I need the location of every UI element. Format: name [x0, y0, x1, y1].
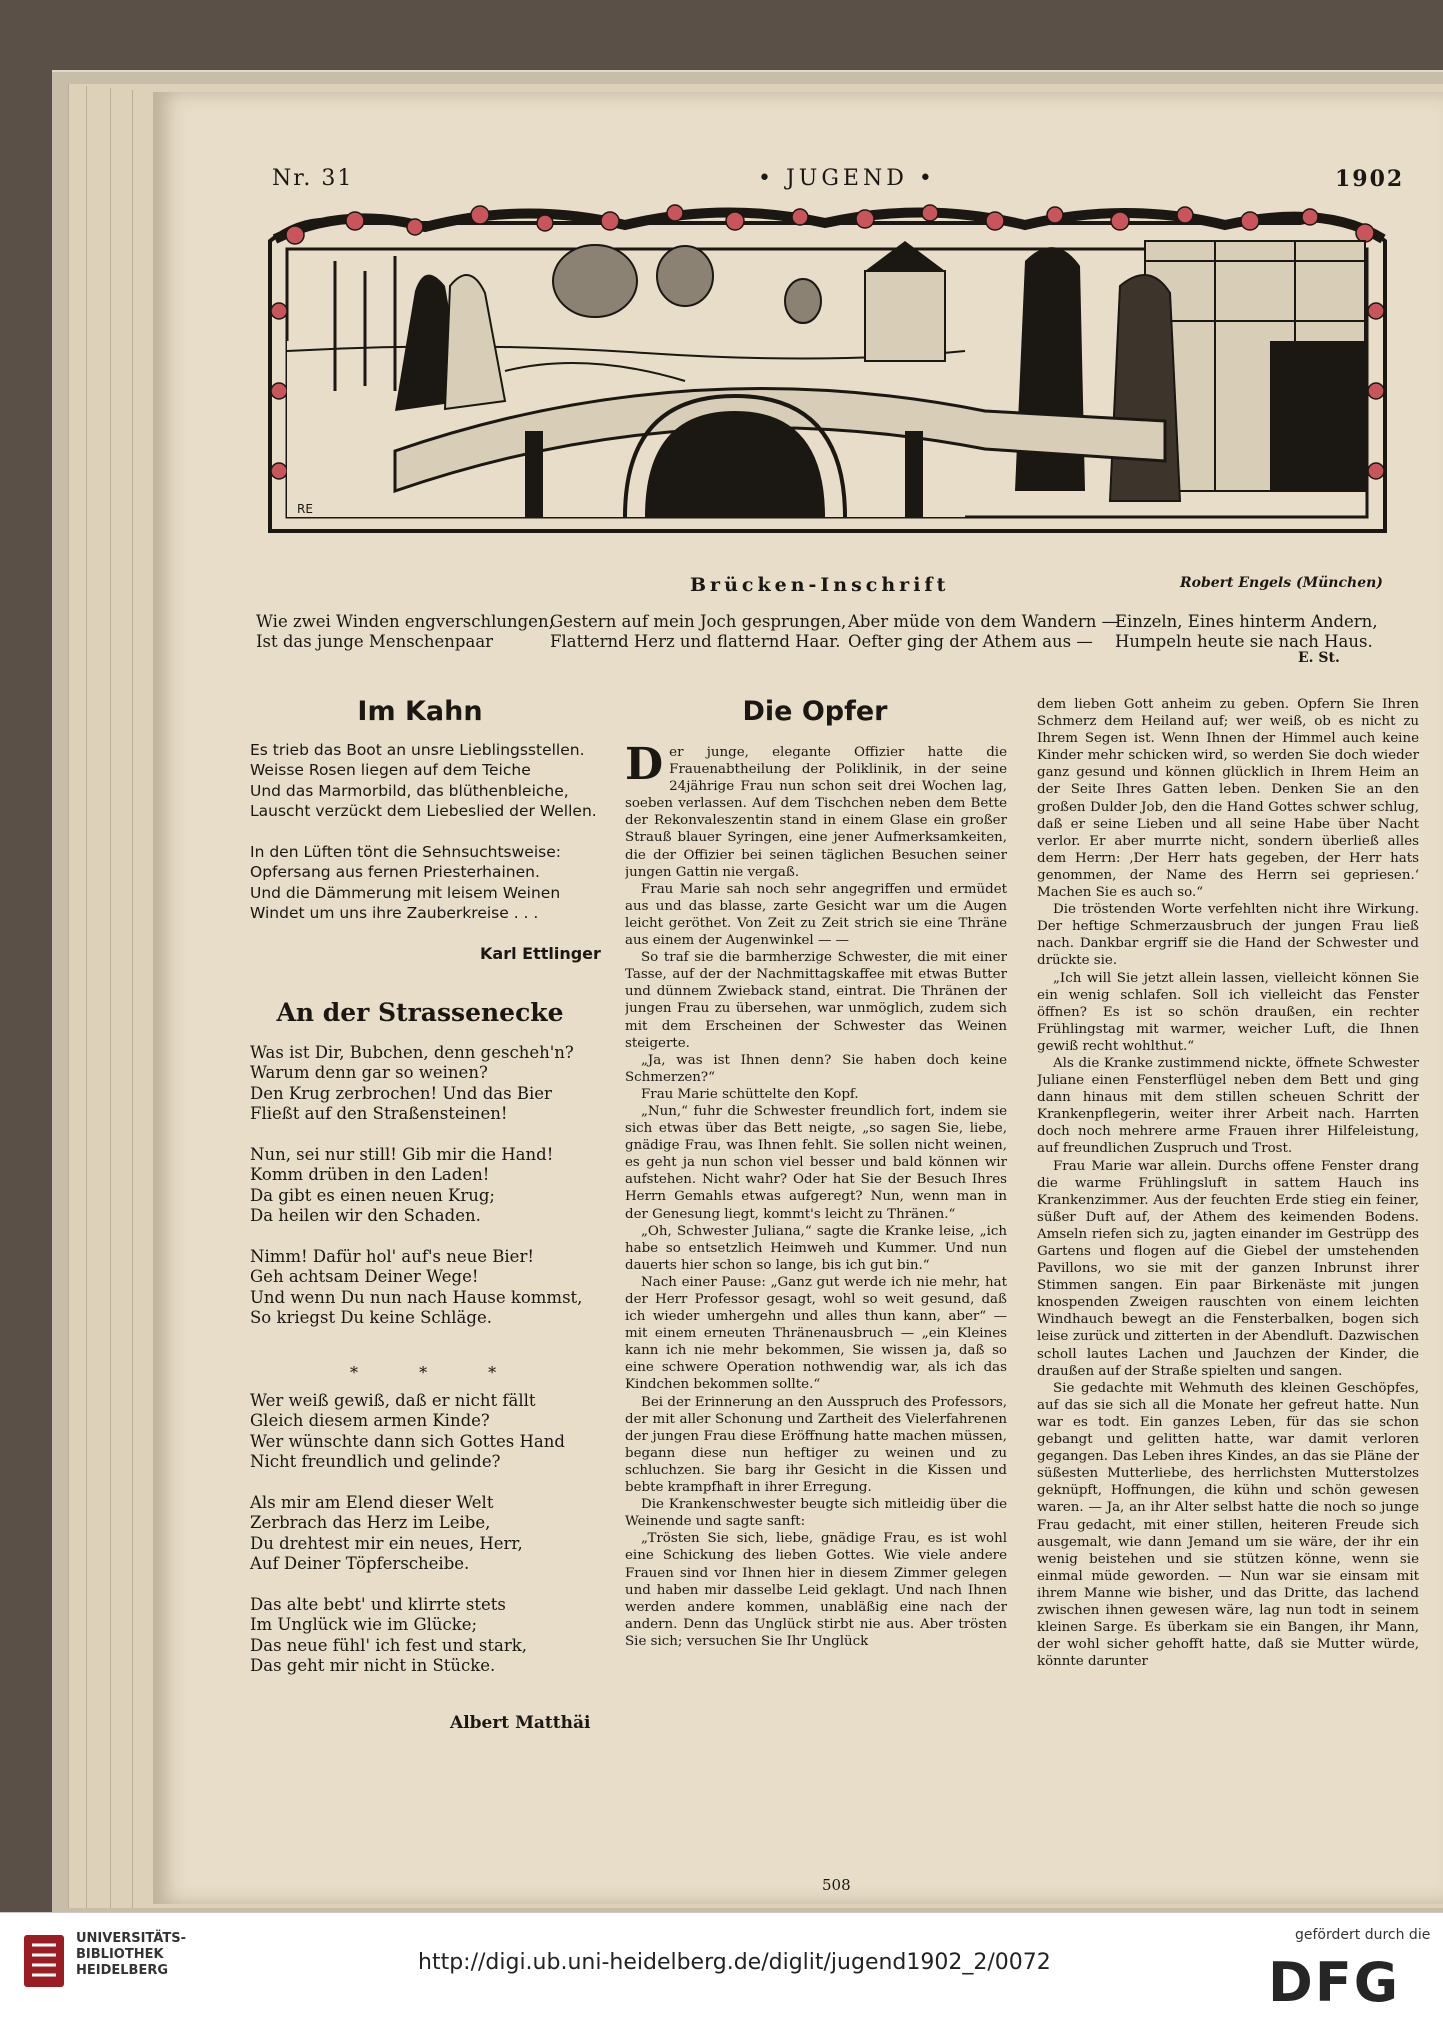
poem-line — [250, 1473, 590, 1493]
poem-line: Wer weiß gewiß, daß er nicht fällt — [250, 1391, 536, 1410]
story-paragraph: Die Krankenschwester beugte sich mitleidig über die Weinende und sagte sanft: — [625, 1497, 1007, 1530]
inscription-line: Humpeln heute sie nach Haus. — [1115, 632, 1373, 651]
story-paragraph: dem lieben Gott anheim zu geben. Opfern Sie Ihren Schmerz dem Heiland auf; wer weiß, ob es nicht zu Ihrem Segen ist. Wenn Ihnen der Himmel auch keine Kinder mehr schicken wird, so werden Sie doch wieder ganz gesund und können glücklich in Ihrem Heim an der Seite Ihres Gatten leben. Denken Sie an den großen Dulder Job, den die Hand Gottes schwer schlug, daß er seine Lieben und all seine Habe über Nacht verlor. Er aber murrte nicht, sondern überließ alles dem Herrn: ‚Der Herr hats gegeben, der Herr hats genommen, der Name des Herrn sei gepriesen.‘ Machen Sie es auch so.“ — [1037, 697, 1419, 901]
poem-line: Nun, sei nur still! Gib mir die Hand! — [250, 1144, 554, 1164]
poem-line: Geh achtsam Deiner Wege! — [250, 1267, 479, 1287]
story-paragraph: Als die Kranke zustimmend nickte, öffnete Schwester Juliane einen Fensterflügel neben dem Bett und ging dann hinaus mit dem stillen scheuen Schritt der Krankenpflegerin, weiter ihrer Arbeit nach. Harrten doch noch mehrere arme Frauen ihrer Hilfeleistung, auf freundlichen Zuspruch und Trost. — [1037, 1055, 1419, 1157]
poem-line: Nicht freundlich und gelinde? — [250, 1452, 501, 1472]
poem-line: Das geht mir nicht in Stücke. — [250, 1656, 496, 1676]
story-paragraph: Nach einer Pause: „Ganz gut werde ich nie mehr, hat der Herr Professor gesagt, wohl so weit gesund, daß ich wieder umhergehn und alles thun kann, aber“ — mit einem erneuten Thränenausbruch — „ein Kleines kann ich nie mehr bekommen, Sie wissen ja, daß so eine schwere Operation nothwendig war, als ich das Kindchen bekommen sollte.“ — [625, 1274, 1007, 1393]
poem-line: Da gibt es einen neuen Krug; — [250, 1185, 495, 1205]
poem-line: Wer wünschte dann sich Gottes Hand — [250, 1431, 565, 1451]
poem-line: So kriegst Du keine Schläge. — [250, 1308, 492, 1328]
poem-line: Auf Deiner Töpferscheibe. — [250, 1554, 470, 1574]
poem-line: Zerbrach das Herz im Leibe, — [250, 1513, 491, 1533]
poem-line: Und das Marmorbild, das blüthenbleiche, — [250, 781, 569, 800]
poem-line: Als mir am Elend dieser Welt — [250, 1492, 494, 1512]
story-paragraph: Bei der Erinnerung an den Ausspruch des Professors, der mit aller Schonung und Zartheit des Vielerfahrenen der jungen Frau diese Eröffnung hatte machen müssen, begann diese nun heftiger zu weinen und zu schluchzen. Sie barg ihr Gesicht in die Kissen und bebte krampfhaft in ihrer Erregung. — [625, 1394, 1007, 1496]
poem-line — [250, 1575, 590, 1595]
poem-line: Das alte bebt' und klirrte stets — [250, 1594, 506, 1614]
story-title: Die Opfer — [742, 696, 888, 727]
poem-line: Lauscht verzückt dem Liebeslied der Wellen. — [250, 802, 597, 821]
poem-line — [250, 1125, 590, 1145]
poem-line — [250, 822, 590, 842]
inscription-line: Gestern auf mein Joch gesprungen, — [550, 612, 847, 631]
inscription-line: Ist das junge Menschenpaar — [256, 632, 494, 651]
story-paragraph: „Trösten Sie sich, liebe, gnädige Frau, es ist wohl eine Schickung des lieben Gottes. Wie viele andere Frauen sind vor Ihnen hier in diesem Zimmer gelegen und haben mir dasselbe Leid geklagt. Und nach Ihnen werden andere kommen, unabläßig eine nach der andern. Denn das Unglück stirbt nie aus. Aber trösten Sie sich; versuchen Sie Ihr Unglück — [625, 1531, 1007, 1649]
story-paragraph: Frau Marie sah noch sehr angegriffen und ermüdet aus und das blasse, zarte Gesicht war um die Augen leicht geröthet. Von Zeit zu Zeit strich sie eine Thräne aus einem der Augenwinkel — — — [625, 881, 1007, 949]
issue-number: Nr. 31 — [272, 166, 354, 191]
inscription-line: Oefter ging der Athem aus — — [848, 632, 1093, 651]
poem-line: Den Krug zerbrochen! Und das Bier — [250, 1083, 552, 1103]
library-name: UNIVERSITÄTS- BIBLIOTHEK HEIDELBERG — [76, 1931, 186, 1978]
story-paragraph: Der junge, elegante Offizier hatte die Frauenabtheilung der Poliklinik, in der seine 24jährige Frau nun schon seit drei Wochen lag, soeben verlassen. Auf dem Tischchen neben dem Bette der Rekonvaleszentin stand in einem Glase ein großer Strauß blauer Syringen, eine jener Aufmerksamkeiten, die der Offizier bei seinen täglichen Besuchen seiner jungen Gattin nie vergaß. — [625, 744, 1007, 880]
poem-title-strassenecke: An der Strassenecke — [276, 998, 564, 1027]
inscription-line: Flatternd Herz und flatternd Haar. — [550, 632, 841, 651]
poem-title-im-kahn: Im Kahn — [357, 696, 483, 727]
story-paragraph: „Ich will Sie jetzt allein lassen, vielleicht können Sie ein wenig schlafen. Soll ich vielleicht das Fenster öffnen? Es ist so schön draußen, ein rechter Frühlingstag mit warmer, weicher Luft, die Ihnen gewiß recht wohlthut.“ — [1037, 970, 1419, 1054]
poem-line: Gleich diesem armen Kinde? — [250, 1411, 490, 1431]
poem-line: Komm drüben in den Laden! — [250, 1165, 490, 1185]
page-number: 508 — [822, 1876, 851, 1894]
story-paragraph: „Ja, was ist Ihnen denn? Sie haben doch keine Schmerzen?“ — [625, 1052, 1007, 1085]
source-url[interactable]: http://digi.ub.uni-heidelberg.de/diglit/jugend1902_2/0072 — [418, 1950, 1051, 1975]
poem-strassenecke-part2 — [250, 1391, 590, 1676]
story-paragraph: So traf sie die barmherzige Schwester, die mit einer Tasse, auf der der Nachmittagskaffee mit etwas Butter und dünnem Zwieback stand, eintrat. Die Thränen der jungen Frau zu übersehen, war unmöglich, zudem sich mit dem Erscheinen der Schwester das Weinen steigerte. — [625, 950, 1007, 1051]
svg-text:RE: RE — [297, 502, 313, 516]
story-column-2 — [1037, 696, 1419, 1872]
poem-line: Was ist Dir, Bubchen, denn gescheh'n? — [250, 1043, 574, 1062]
issue-year: 1902 — [1335, 166, 1405, 192]
story-paragraph: Sie gedachte mit Wehmuth des kleinen Geschöpfes, auf das sie sich all die Monate her gefreut hatte. Nun war es todt. Ein ganzes Leben, für das sie schon gebangt und gelitten hatte, war damit verloren gegangen. Das Leben ihres Kindes, an das sie Pläne der süßesten Mutterliebe, des herrlichsten Mutterstolzes geknüpft, Hoffnungen, die kühn und schön gewesen waren. — Ja, an ihr Alter selbst hatte die noch so junge Frau gedacht, mit einer stillen, heiteren Freude sich ausgemalt, wie dann Jemand um sie wäre, der ihr ein wenig beistehen und sie stützen könne, wenn sie einmal müde geworden. — Nun war sie einsam mit ihrem Manne wie bisher, und das Dritte, das lachend zwischen ihnen gewesen wäre, lag nun todt in seinem kleinen Sarge. Es überkam sie ein Bangen, ihr Mann, der wohl sicher gehofft hatte, daß sie Mutter würde, könnte darunter — [1037, 1380, 1419, 1670]
poem-line: Und die Dämmerung mit leisem Weinen — [250, 883, 561, 902]
poem-line: Opfersang aus fernen Priesterhainen. — [250, 863, 540, 882]
poem-line: Das neue fühl' ich fest und stark, — [250, 1635, 527, 1655]
illustration-title: Brücken-Inschrift — [690, 574, 950, 596]
poem-line: Nimm! Dafür hol' auf's neue Bier! — [250, 1246, 534, 1266]
inscription-line: Einzeln, Eines hinterm Andern, — [1115, 612, 1378, 631]
inscription-line: Wie zwei Winden engverschlungen, — [256, 612, 554, 631]
drop-cap: D — [625, 744, 664, 790]
poem-line: In den Lüften tönt die Sehnsuchtsweise: — [250, 842, 561, 861]
poem-line: Und wenn Du nun nach Hause kommst, — [250, 1287, 583, 1307]
funding-text: gefördert durch die — [1295, 1927, 1431, 1943]
digitization-footer — [0, 1912, 1443, 2017]
dfg-logo: DFG — [1268, 1951, 1401, 2014]
poem-line: Du drehtest mir ein neues, Herr, — [250, 1533, 523, 1553]
poem-line: Es trieb das Boot an unsre Lieblingsstellen. — [250, 741, 585, 759]
poem-line: Warum denn gar so weinen? — [250, 1063, 488, 1083]
poem-im-kahn — [250, 740, 597, 924]
poem-line: Fließt auf den Straßensteinen! — [250, 1104, 508, 1124]
poem-line: Weisse Rosen liegen auf dem Teiche — [250, 761, 531, 780]
story-paragraph: Die tröstenden Worte verfehlten nicht ihre Wirkung. Der heftige Schmerzausbruch der jungen Frau ließ nach. Dankbar ergriff sie die Hand der Schwester und drückte sie. — [1037, 902, 1419, 969]
poem-line: Im Unglück wie im Glücke; — [250, 1615, 478, 1635]
poem-author: Karl Ettlinger — [480, 944, 601, 963]
magazine-title: • JUGEND • — [758, 166, 936, 191]
poem-line — [250, 1227, 590, 1247]
inscription-line: Aber müde von dem Wandern — — [848, 612, 1119, 631]
university-seal-icon — [22, 1933, 66, 1989]
poem-line: Windet um uns ihre Zauberkreise . . . — [250, 904, 539, 923]
poem-strassenecke-part1 — [250, 1043, 590, 1328]
story-paragraph: „Oh, Schwester Juliana,“ sagte die Kranke leise, „ich habe so entsetzlich Heimweh und Kummer. Und nun dauerts hier schon so lange, bis ich gut bin.“ — [625, 1223, 1007, 1273]
poem-line: Da heilen wir den Schaden. — [250, 1206, 481, 1226]
story-paragraph: Frau Marie war allein. Durchs offene Fenster drang die warme Frühlingsluft in sattem Hauch ins Krankenzimmer. Aus der feuchten Erde stieg ein feiner, süßer Duft auf, der Athem des keimenden Bodens. Amseln riefen sich zu, jagten einander im Gestrüpp des Gartens und flogen auf die Giebel der umstehenden Pavillons, wo sie mit der ganzen Inbrunst ihrer Stimmen sangen. Ein paar Birkenäste mit jungen knospenden Zweigen rauschten von einem leichten Windhauch bewegt an die Fensterbalken, bogen sich leise zurück und zitterten in der Abendluft. Dazwischen scholl lautes Lachen und Jauchzen der Kinder, die draußen auf der Straße spielten und sangen. — [1037, 1158, 1419, 1379]
section-stars: * * * — [350, 1363, 525, 1382]
poem-author: Albert Matthäi — [450, 1713, 591, 1733]
inscription-signature: E. St. — [1298, 650, 1340, 666]
story-paragraph: „Nun,“ fuhr die Schwester freundlich fort, indem sie sich etwas über das Bett neigte, „so sagen Sie, liebe, gnädige Frau, was Ihnen fehlt. Sie sollen nicht weinen, es geht ja nun schon viel besser und bald können wir aufstehen. Nicht wahr? Oder hat Sie der Besuch Ihres Herrn Gemahls etwas aufgeregt? Nun, wenn man in der Genesung liegt, kommt's leicht zu Thränen.“ — [625, 1103, 1007, 1222]
bridge-illustration — [265, 201, 1390, 541]
story-column-1 — [625, 744, 1007, 1872]
story-paragraph: Frau Marie schüttelte den Kopf. — [641, 1086, 859, 1102]
illustration-credit: Robert Engels (München) — [1180, 575, 1383, 591]
